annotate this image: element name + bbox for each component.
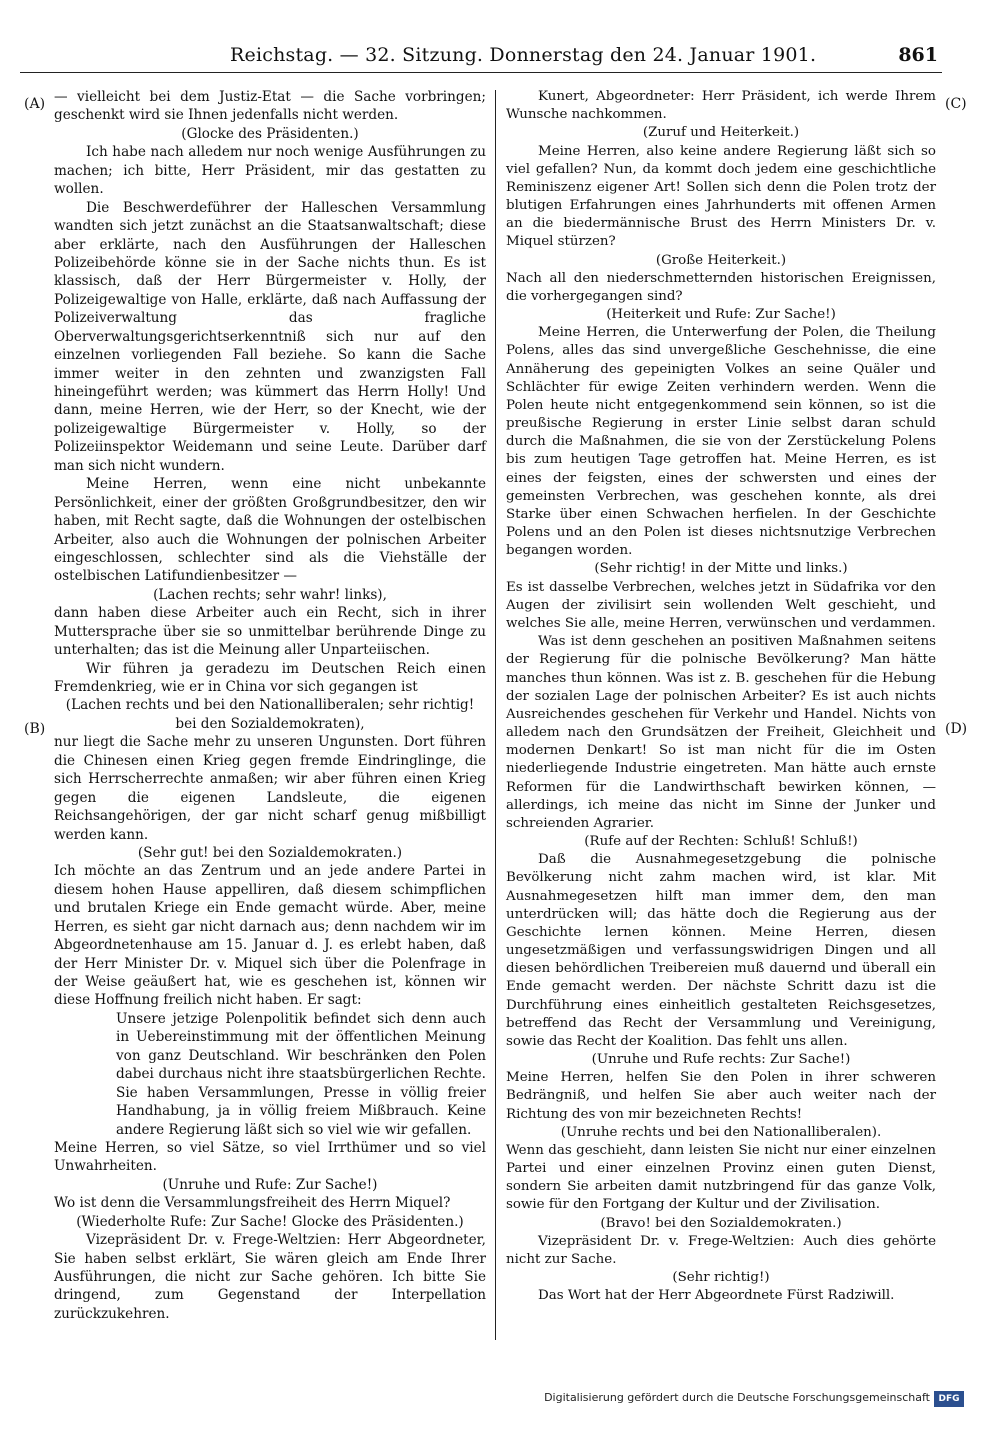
interjection: (Lachen rechts; sehr wahr! links), (153, 586, 387, 603)
digitization-credit: Digitalisierung gefördert durch die Deutsche Forschungsgemeinschaft (544, 1391, 930, 1404)
paragraph: Was ist denn geschehen an positiven Maßnahmen seitens der Regierung für die polnische Bevölkerung? Man hätte manches thun können. Was ist z. B. geschehen für die Hebung der sozialen Lage der polnischen Arbeiter? Es ist auch nichts Ausreichendes geschehen für Verkehr und Handel. Nichts von alledem nach den Grundsätzen der Freiheit, Gleichheit und modernen Denkart! So ist man nicht für die im Osten niederliegende Industrie eingetreten. Man hätte auch ernste Reformen für die Landwirthschaft bewirken können, — allerdings, ich meine das nicht im Sinne der Junker und schreienden Agrarier. (506, 634, 936, 831)
interjection: (Unruhe und Rufe rechts: Zur Sache!) (591, 1052, 851, 1068)
paragraph: — vielleicht bei dem Justiz-Etat — die Sache vorbringen; geschenkt wird sie Ihnen jedenfalls nicht werden. (54, 89, 486, 124)
paragraph: Meine Herren, so viel Sätze, so viel Irrthümer und so viel Unwahrheiten. (54, 1139, 486, 1175)
margin-mark-a: (A) (24, 96, 46, 112)
interjection: (Sehr gut! bei den Sozialdemokraten.) (137, 844, 403, 861)
paragraph: Vizepräsident Dr. v. Frege-Weltzien: Auch dies gehörte nicht zur Sache. (506, 1233, 936, 1267)
paragraph: Nach all den niederschmetternden historischen Ereignissen, die vorhergegangen sind? (506, 270, 936, 304)
interjection: (Lachen rechts und bei den Nationalliberalen; sehr richtig! bei den Sozialdemokraten), (65, 697, 475, 732)
interjection: (Unruhe und Rufe: Zur Sache!) (162, 1176, 378, 1193)
margin-mark-c: (C) (945, 96, 967, 112)
paragraph: Wenn das geschieht, dann leisten Sie nicht nur einer einzelnen Partei und einer einzelnen Provinz einen guten Dienst, sondern Sie arbeiten damit nutzbringend für das ganze Volk, sowie für den Fortgang der Kultur und der Zivilisation. (506, 1142, 936, 1213)
paragraph: Meine Herren, helfen Sie den Polen in ihrer schweren Bedrängniß, und helfen Sie aber auch weiter nach der Richtung des von mir bezeichneten Rechts! (506, 1070, 936, 1122)
header-rule (20, 72, 942, 73)
interjection: (Unruhe rechts und bei den Nationalliberalen). (560, 1124, 882, 1140)
interjection: (Sehr richtig! in der Mitte und links.) (594, 561, 848, 577)
paragraph: dann haben diese Arbeiter auch ein Recht, sich in ihrer Muttersprache über sie so unmittelbar berührende Dinge zu unterhalten; das ist die Meinung aller Unparteiischen. (54, 605, 486, 659)
page-number: 861 (898, 44, 938, 66)
margin-mark-d: (D) (945, 721, 968, 737)
interjection: (Glocke des Präsidenten.) (181, 125, 359, 142)
page-header (230, 40, 938, 70)
interjection: (Wiederholte Rufe: Zur Sache! Glocke des Präsidenten.) (76, 1213, 464, 1230)
interjection: (Rufe auf der Rechten: Schluß! Schluß!) (584, 834, 858, 850)
margin-mark-b: (B) (24, 721, 46, 737)
paragraph: nur liegt die Sache mehr zu unseren Ungunsten. Dort führen die Chinesen einen Krieg gegen fremde Eindringlinge, die sich Herrscherrechte anmaßen; wir aber führen einen Krieg gegen die eigenen Landsleute, die eigenen Reichsangehörigen, der gar nicht scharf genug mißbilligt werden kann. (54, 734, 486, 843)
interjection: (Große Heiterkeit.) (655, 252, 787, 268)
dfg-logo: DFG (934, 1391, 964, 1407)
paragraph: Ich habe nach alledem nur noch wenige Ausführungen zu machen; ich bitte, Herr Präsident, mir das gestatten zu wollen. (54, 144, 486, 198)
interjection: (Sehr richtig!) (672, 1270, 770, 1286)
paragraph: Ich möchte an das Zentrum und an jede andere Partei in diesem hohen Hause appelliren, daß diesem schimpflichen und brutalen Kriege ein Ende gemacht würde. Aber, meine Herren, es sieht gar nicht darnach aus; denn nachdem wir im Abgeordnetenhause am 15. Januar d. J. es erlebt haben, daß der Herr Minister Dr. v. Miquel sich über die Polenfrage in der Weise geäußert hat, wie es geschehen ist, können wir diese Hoffnung freilich nicht haben. Er sagt: (54, 863, 486, 1009)
paragraph: Wo ist denn die Versammlungsfreiheit des Herrn Miquel? (54, 1195, 451, 1212)
paragraph: Meine Herren, also keine andere Regierung läßt sich so viel gefallen? Nun, da kommt doch jedem eine geschichtliche Reminiszenz eigener Art! Sollen sich denn die Polen trotz der blutigen Erfahrungen eines Jahrhunderts mit offenen Armen an die biedermännische Brust des Herrn Ministers Dr. v. Miquel stürzen? (506, 143, 936, 250)
interjection: (Bravo! bei den Sozialdemokraten.) (600, 1215, 842, 1231)
paragraph: Meine Herren, die Unterwerfung der Polen, die Theilung Polens, alles das sind unvergeßliche Geschehnisse, die eine Annäherung des gepeinigten Volkes an seine Quäler und Schlächter für ewige Zeiten verhindern werden. Wenn die Polen heute nicht entgegenkommend sein können, so ist die preußische Regierung in erster Linie selbst daran schuld durch die Maßnahmen, die sie von der Zerstückelung Polens bis zum heutigen Tage getroffen hat. Meine Herren, es ist eines der feigsten, eines der schwersten und eines der gemeinsten Verbrechen, was geschehen konnte, als drei Starke über einen Schwachen herfielen. In der Geschichte Polens und an den Polen ist dieses nichtsnutzige Verbrechen begangen worden. (506, 325, 936, 559)
column-divider (495, 90, 496, 1340)
paragraph: Kunert, Abgeordneter: Herr Präsident, ich werde Ihrem Wunsche nachkommen. (506, 89, 936, 123)
paragraph: Meine Herren, wenn eine nicht unbekannte Persönlichkeit, einer der größten Großgrundbesitzer, den wir haben, mit Recht sagte, daß die Wohnungen der ostelbischen Arbeiter, also auch die Wohnungen der polnischen Arbeiter eingeschlossen, schlechter sind als die Viehställe der ostelbischen Latifundienbesitzer — (54, 476, 486, 585)
interjection: (Heiterkeit und Rufe: Zur Sache!) (606, 307, 836, 323)
quotation: Unsere jetzige Polenpolitik befindet sich denn auch in Uebereinstimmung mit der öffentlichen Meinung von ganz Deutschland. Wir beschränken den Polen dabei durchaus nicht ihre staatsbürgerlichen Rechte. Sie haben Versammlungen, Presse in völlig freier Handhabung, ja in völlig freiem Mißbrauch. Keine andere Regierung läßt sich so viel wie wir gefallen. (116, 1010, 486, 1138)
paragraph: Wir führen ja geradezu im Deutschen Reich einen Fremdenkrieg, wie er in China vor sich gegangen ist (54, 660, 486, 695)
interjection: (Zuruf und Heiterkeit.) (642, 125, 800, 141)
right-column (506, 88, 936, 1306)
paragraph: Die Beschwerdeführer der Halleschen Versammlung wandten sich jetzt zunächst an die Staatsanwaltschaft; diese aber erklärte, nach den Ausführungen der Halleschen Polizeibehörde könne sie in der Sache nichts thun. Es ist klassisch, daß der Herr Bürgermeister v. Holly, der Polizeigewaltige von Halle, erklärte, daß nach Auffassung der Polizeiverwaltung das fragliche Oberverwaltungsgerichtserkenntniß sich nur auf den einzelnen vorliegenden Fall beziehe. So kann die Sache immer weiter in den zehnten und zwanzigsten Fall hineingeführt werden; was kümmert das Herrn Holly! Und dann, meine Herren, wie der Herr, so der Knecht, wie der polizeigewaltige Bürgermeister v. Holly, so der Polizeiinspektor Weidemann und seine Leute. Darüber darf man sich nicht wundern. (54, 199, 486, 474)
paragraph: Es ist dasselbe Verbrechen, welches jetzt in Südafrika vor den Augen der zivilisirt sein wollenden Welt geschieht, und welches Sie alle, meine Herren, verwünschen und verdammen. (506, 579, 936, 631)
paragraph: Das Wort hat der Herr Abgeordnete Fürst Radziwill. (538, 1288, 895, 1304)
running-head: Reichstag. — 32. Sitzung. Donnerstag den 24. Januar 1901. (230, 44, 817, 66)
left-column (54, 88, 486, 1323)
paragraph: Daß die Ausnahmegesetzgebung die polnische Bevölkerung nicht zahm machen wird, ist klar. Mit Ausnahmegesetzen hilft man immer dem, den man unterdrücken will; das hätte doch die Regierung aus der Geschichte lernen können. Meine Herren, diesen ungesetzmäßigen und verfassungswidrigen Dingen und all diesen behördlichen Treibereien muß dauernd und überall ein Ende gemacht werden. Der nächste Schritt dazu ist die Durchführung eines einheitlich gestalteten Reichsgesetzes, betreffend das Recht der Versammlung und Vereinigung, sowie das Recht der Koalition. Das fehlt uns allen. (506, 852, 936, 1049)
paragraph: Vizepräsident Dr. v. Frege-Weltzien: Herr Abgeordneter, Sie haben selbst erklärt, Sie wären gleich am Ende Ihrer Ausführungen, die nicht zur Sache gehören. Ich bitte Sie dringend, zum Gegenstand der Interpellation zurückzukehren. (54, 1232, 486, 1322)
